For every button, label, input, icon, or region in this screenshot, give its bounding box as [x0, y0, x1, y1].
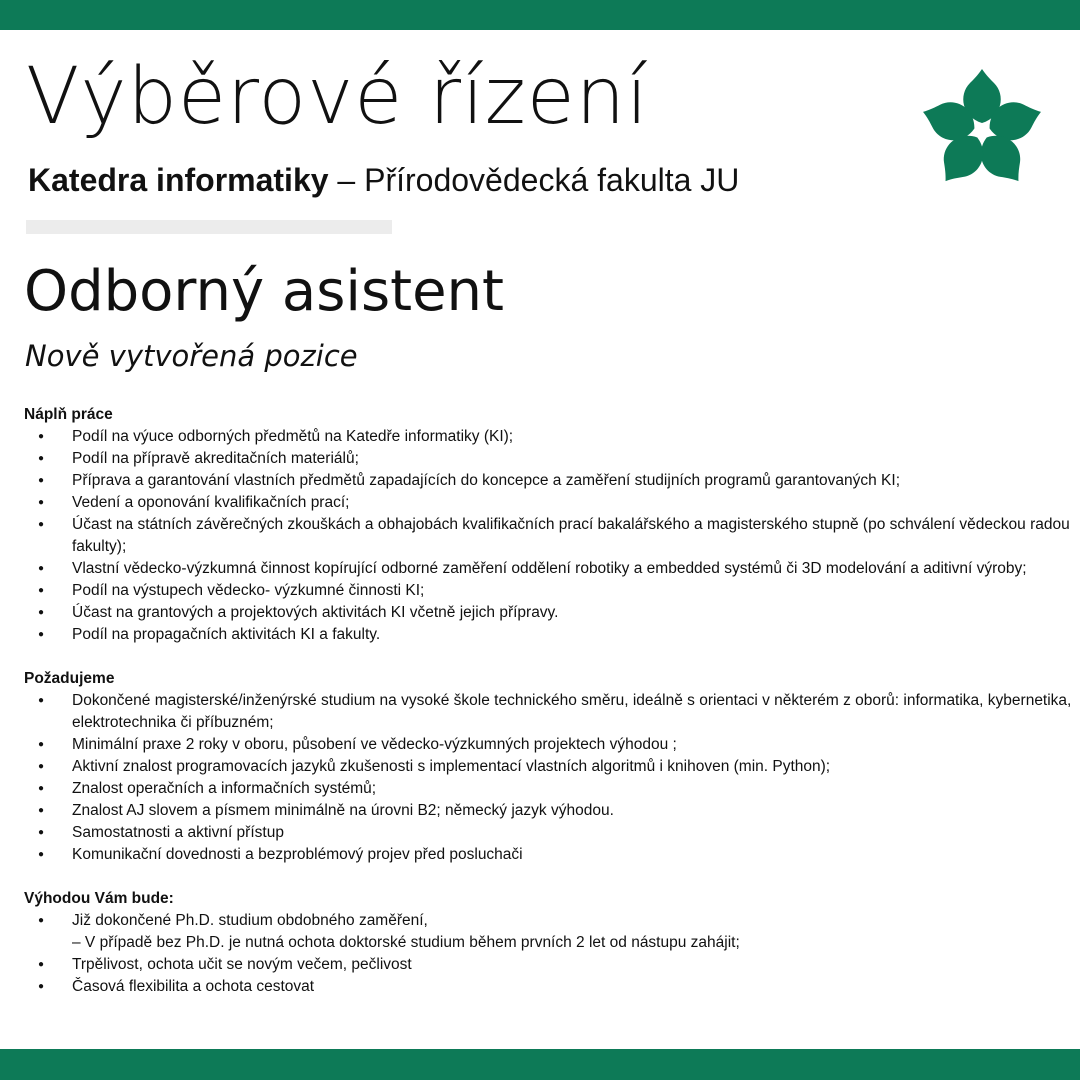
list-item: ● Účast na státních závěrečných zkouškách a obhajobách kvalifikačních prací bakalářského a magisterského stupně (po schválení vědeckou radou fakulty);: [24, 514, 1072, 558]
list-item: ● Znalost operačních a informačních systémů;: [24, 778, 1072, 800]
list-item: ● Aktivní znalost programovacích jazyků zkušenosti s implementací vlastních algoritmů i knihoven (min. Python);: [24, 756, 1072, 778]
page-subtitle: [28, 164, 739, 196]
section-requirements: [24, 668, 1072, 866]
page-title: Výběrové řízení: [26, 52, 649, 142]
department-name: Katedra informatiky: [28, 162, 329, 198]
list-item: ● Dokončené magisterské/inženýrské studium na vysoké škole technického směru, ideálně s orientaci v některém z oborů: informatika, kybernetika, elektrotechnika či příbuzném;: [24, 690, 1072, 734]
title-divider: [26, 220, 392, 234]
list-item: ● Podíl na výuce odborných předmětů na Katedře informatiky (KI);: [24, 426, 1072, 448]
section-duties: [24, 404, 1072, 646]
list-item-text: Již dokončené Ph.D. studium obdobného zaměření,: [72, 912, 428, 929]
duties-list: [24, 426, 1072, 646]
list-item: ● Samostatnosti a aktivní přístup: [24, 822, 1072, 844]
list-item: ● Vlastní vědecko-výzkumná činnost kopírující odborné zaměření oddělení robotiky a embedded systémů či 3D modelování a aditivní výroby;: [24, 558, 1072, 580]
section-heading: Náplň práce: [24, 406, 113, 423]
section-heading: Výhodou Vám bude:: [24, 890, 174, 907]
list-item: ● Minimální praxe 2 roky v oboru, působení ve vědecko-výzkumných projektech výhodou ;: [24, 734, 1072, 756]
posting-content: [24, 404, 1072, 1020]
list-item: ● Příprava a garantování vlastních předmětů zapadajících do koncepce a zaměření studijních programů garantovaných KI;: [24, 470, 1072, 492]
list-item: ● Znalost AJ slovem a písmem minimálně na úrovni B2; německý jazyk výhodou.: [24, 800, 1072, 822]
position-title: Odborný asistent: [24, 259, 504, 324]
requirements-list: [24, 690, 1072, 866]
list-item: ● Účast na grantových a projektových aktivitách KI včetně jejich přípravy.: [24, 602, 1072, 624]
list-item: ● Komunikační dovednosti a bezproblémový projev před posluchači: [24, 844, 1072, 866]
subtitle-separator: –: [328, 162, 365, 198]
advantages-list: [24, 910, 1072, 998]
list-item: ● Podíl na přípravě akreditačních materiálů;: [24, 448, 1072, 470]
list-item-subnote: – V případě bez Ph.D. je nutná ochota doktorské studium během prvních 2 let od nástupu zahájit;: [72, 934, 740, 951]
bottom-accent-band: [0, 1049, 1080, 1080]
top-accent-band: [0, 0, 1080, 30]
list-item: ● Podíl na výstupech vědecko- výzkumné činnosti KI;: [24, 580, 1072, 602]
list-item: ● Časová flexibilita a ochota cestovat: [24, 976, 1072, 998]
section-heading: Požadujeme: [24, 670, 115, 687]
list-item: ● Vedení a oponování kvalifikačních prací;: [24, 492, 1072, 514]
list-item: [24, 910, 1072, 954]
faculty-name: Přírodovědecká fakulta JU: [364, 162, 740, 198]
position-subtitle: Nově vytvořená pozice: [25, 339, 358, 373]
list-item: ● Trpělivost, ochota učit se novým večem, pečlivost: [24, 954, 1072, 976]
linden-leaf-logo-icon: [916, 68, 1048, 194]
list-item: ● Podíl na propagačních aktivitách KI a fakulty.: [24, 624, 1072, 646]
section-advantages: [24, 888, 1072, 998]
